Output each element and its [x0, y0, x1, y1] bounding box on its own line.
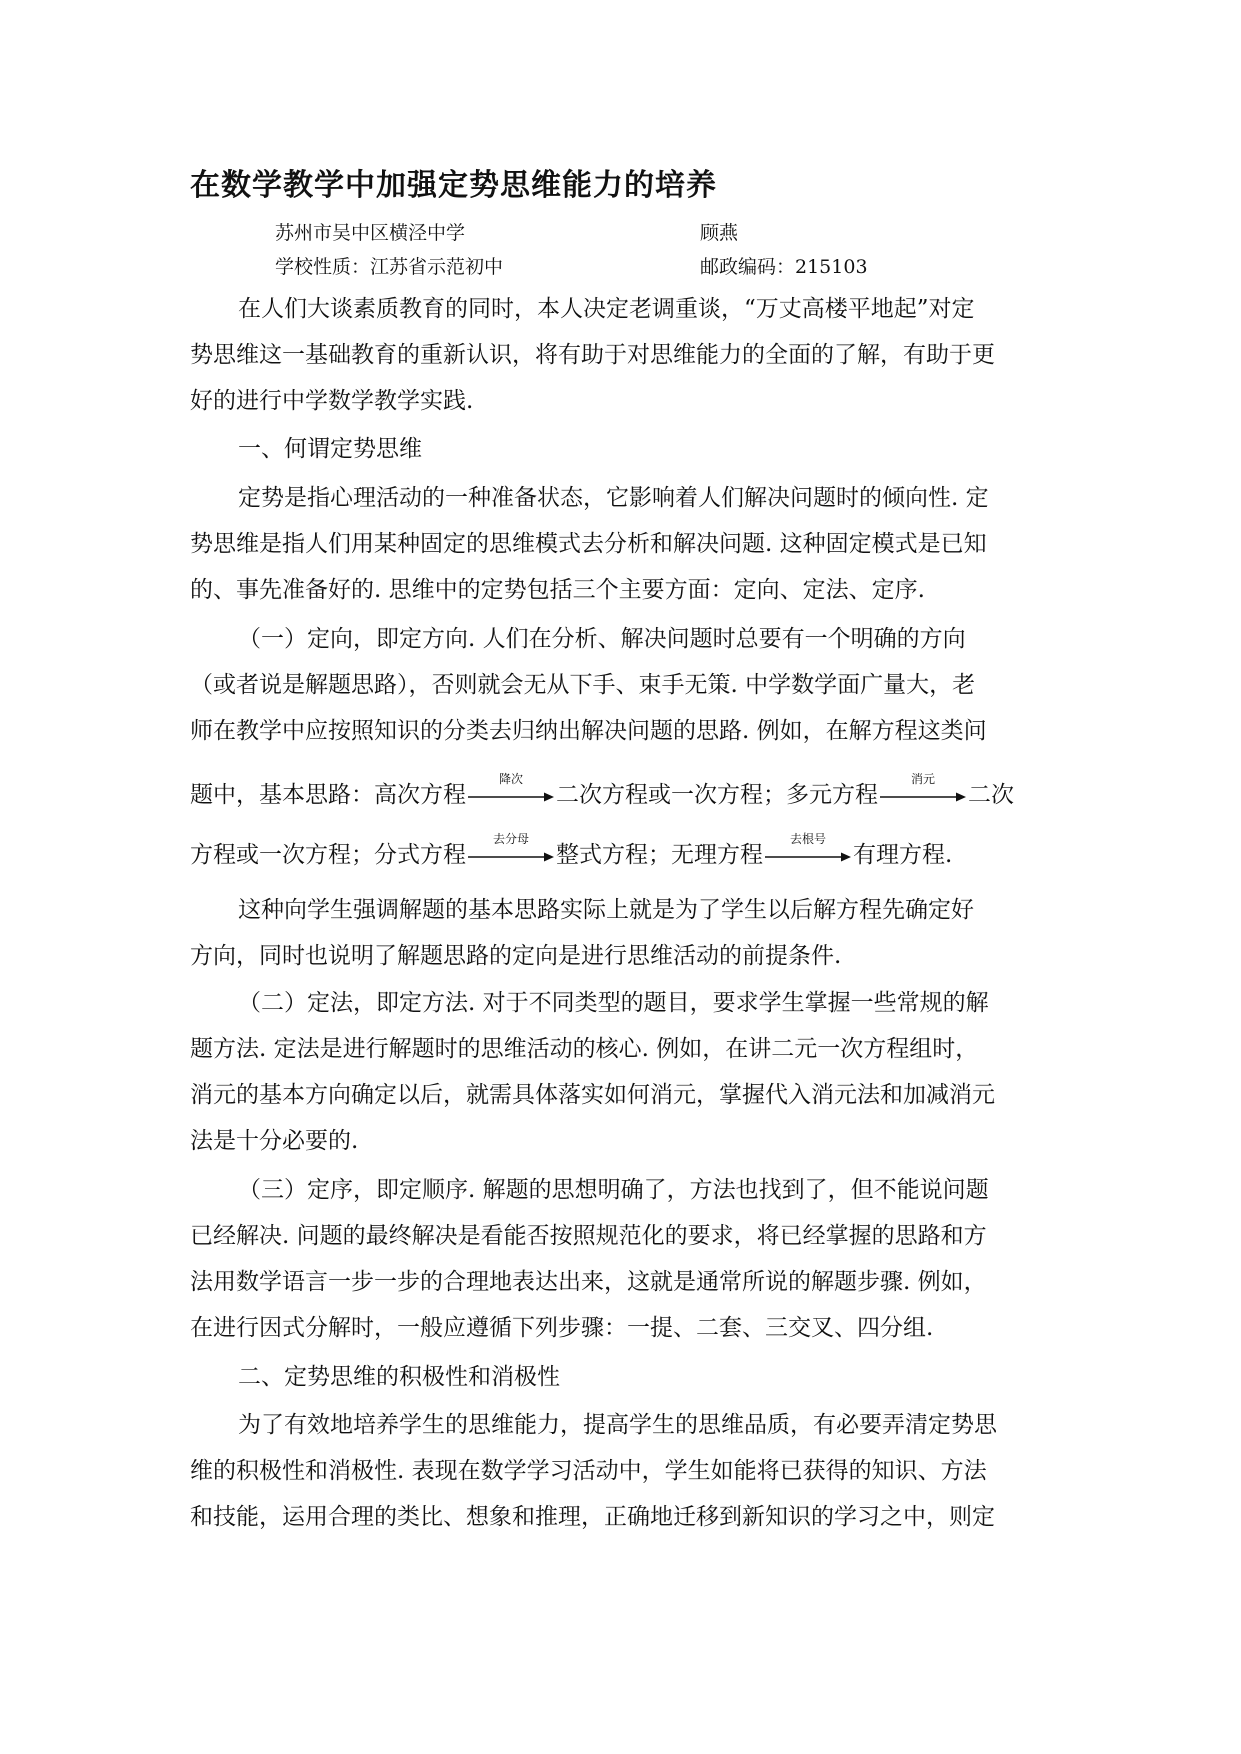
text-line: 这种向学生强调解题的基本思路实际上就是为了学生以后解方程先确定好: [238, 897, 974, 923]
text-line: （一）定向，即定方向. 人们在分析、解决问题时总要有一个明确的方向: [238, 626, 966, 652]
flow-text: 二次: [968, 782, 1014, 808]
arrow-label: 消元: [910, 772, 935, 786]
text-line: 和技能，运用合理的类比、想象和推理，正确地迁移到新知识的学习之中，则定: [190, 1504, 995, 1530]
right-arrow-icon: [468, 851, 554, 863]
section-heading-1: [190, 426, 1060, 472]
text-line: （或者说是解题思路），否则就会无从下手、束手无策. 中学数学面广量大，老: [190, 672, 976, 698]
flow-text: 有理方程.: [853, 842, 953, 868]
meta-row-2: [275, 252, 868, 279]
arrow-remove-denominator: [468, 832, 554, 866]
text-line: 在进行因式分解时，一般应遵循下列步骤：一提、二套、三交叉、四分组.: [190, 1315, 934, 1341]
right-arrow-icon: [468, 791, 554, 803]
meta-row-1: [275, 218, 738, 245]
flow-text: 题中，基本思路：高次方程: [190, 782, 466, 808]
text-line: 法是十分必要的.: [190, 1128, 359, 1154]
text-line: 师在教学中应按照知识的分类去归纳出解决问题的思路. 例如，在解方程这类问: [190, 718, 987, 744]
text-line: 已经解决. 问题的最终解决是看能否按照规范化的要求，将已经掌握的思路和方: [190, 1223, 987, 1249]
flow-line-1: [190, 772, 1060, 818]
arrow-label: 降次: [498, 772, 523, 786]
text-line: 维的积极性和消极性. 表现在数学学习活动中，学生如能将已获得的知识、方法: [190, 1458, 987, 1484]
paragraph-positive-negative: [190, 1402, 1060, 1540]
text-line: （三）定序，即定顺序. 解题的思想明确了，方法也找到了，但不能说问题: [238, 1177, 989, 1203]
paragraph-intro: [190, 286, 1060, 424]
paragraph-direction: [190, 616, 1060, 754]
paragraph-order: [190, 1167, 1060, 1351]
flow-text: 方程或一次方程；分式方程: [190, 842, 466, 868]
heading-text: 一、何谓定势思维: [238, 436, 422, 462]
text-line: 的、事先准备好的. 思维中的定势包括三个主要方面：定向、定法、定序.: [190, 577, 925, 603]
text-line: 势思维这一基础教育的重新认识，将有助于对思维能力的全面的了解，有助于更: [190, 342, 995, 368]
flow-text: 整式方程；无理方程: [556, 842, 763, 868]
text-line: 题方法. 定法是进行解题时的思维活动的核心. 例如，在讲二元一次方程组时，: [190, 1036, 979, 1062]
text-line: 消元的基本方向确定以后，就需具体落实如何消元，掌握代入消元法和加减消元: [190, 1082, 995, 1108]
text-line: 在人们大谈素质教育的同时，本人决定老调重谈，“万丈高楼平地起”对定: [238, 296, 975, 322]
paragraph-method: [190, 980, 1060, 1164]
postcode: 邮政编码：215103: [700, 256, 868, 278]
right-arrow-icon: [765, 851, 851, 863]
section-heading-2: [190, 1354, 1060, 1400]
flow-line-2: [190, 832, 1060, 878]
arrow-label: 去根号: [789, 832, 826, 846]
arrow-eliminate: [880, 772, 966, 806]
arrow-reduce-degree: [468, 772, 554, 806]
text-line: 势思维是指人们用某种固定的思维模式去分析和解决问题. 这种固定模式是已知: [190, 531, 987, 557]
text-line: （二）定法，即定方法. 对于不同类型的题目，要求学生掌握一些常规的解: [238, 990, 989, 1016]
heading-text: 二、定势思维的积极性和消极性: [238, 1364, 560, 1390]
text-line: 定势是指心理活动的一种准备状态，它影响着人们解决问题时的倾向性. 定: [238, 485, 989, 511]
text-line: 方向，同时也说明了解题思路的定向是进行思维活动的前提条件.: [190, 943, 842, 969]
school-type: 学校性质：江苏省示范初中: [275, 256, 504, 278]
text-line: 法用数学语言一步一步的合理地表达出来，这就是通常所说的解题步骤. 例如，: [190, 1269, 987, 1295]
text-line: 为了有效地培养学生的思维能力，提高学生的思维品质，有必要弄清定势思: [238, 1412, 997, 1438]
arrow-remove-radical: [765, 832, 851, 866]
author-name: 顾燕: [700, 222, 739, 244]
arrow-label: 去分母: [492, 832, 529, 846]
paragraph-definition: [190, 475, 1060, 613]
text-line: 好的进行中学数学教学实践.: [190, 388, 474, 414]
right-arrow-icon: [880, 791, 966, 803]
school-name: 苏州市吴中区横泾中学: [275, 222, 466, 244]
flow-text: 二次方程或一次方程；多元方程: [556, 782, 878, 808]
paragraph-direction-summary: [190, 887, 1060, 979]
article-title: 在数学教学中加强定势思维能力的培养: [190, 168, 717, 203]
